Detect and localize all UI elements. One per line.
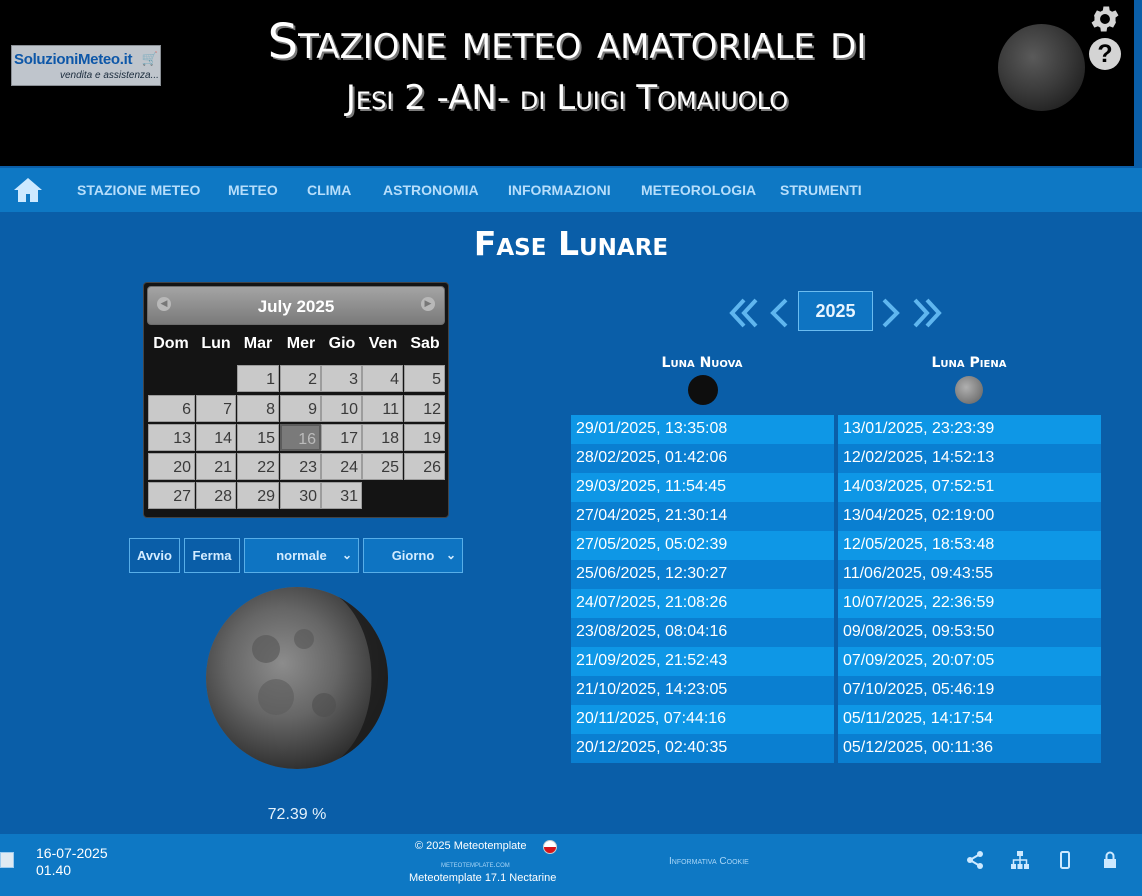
footer-site-link[interactable]: meteotemplate.com [441,860,510,869]
calendar-day[interactable]: 14 [196,424,236,451]
next-month-icon[interactable]: ▶ [421,297,435,311]
calendar-day[interactable]: 2 [280,365,321,392]
full-moon-date: 14/03/2025, 07:52:51 [838,473,1101,502]
day-name: Dom [153,335,189,352]
full-moon-icon [955,376,983,404]
full-moon-date: 12/05/2025, 18:53:48 [838,531,1101,560]
page-title: Fase Lunare [473,224,669,263]
new-moon-list [571,415,834,763]
day-name: Ven [368,335,398,352]
step-select-value: Giorno [391,548,435,563]
main-nav [0,168,1142,212]
stop-button[interactable]: Ferma [184,538,240,573]
chevron-right-icon[interactable] [880,296,902,330]
footer-datetime [36,845,108,879]
full-moon-date: 13/01/2025, 23:23:39 [838,415,1101,444]
nav-strumenti[interactable]: STRUMENTI [780,182,862,198]
new-moon-date: 27/04/2025, 21:30:14 [571,502,834,531]
site-header [0,0,1134,166]
calendar-day[interactable]: 20 [148,453,195,480]
footer-time: 01.40 [36,862,72,878]
full-moon-list [838,415,1101,763]
calendar-day[interactable]: 9 [280,395,321,422]
chevron-down-icon: ⌄ [341,548,352,562]
speed-select-value: normale [276,548,327,563]
calendar-day[interactable]: 18 [362,424,403,451]
calendar-day[interactable]: 24 [321,453,362,480]
site-title-line1: Stazione meteo amatoriale di [267,14,867,70]
new-moon-date: 27/05/2025, 05:02:39 [571,531,834,560]
calendar-day[interactable]: 10 [321,395,362,422]
calendar-day[interactable]: 26 [404,453,445,480]
calendar-day[interactable]: 31 [321,482,362,509]
full-moon-date: 05/12/2025, 00:11:36 [838,734,1101,763]
full-moon-date: 05/11/2025, 14:17:54 [838,705,1101,734]
moon-illumination-percent: 72.39 % [267,806,327,823]
calendar-header [147,286,445,325]
new-moon-date: 23/08/2025, 08:04:16 [571,618,834,647]
calendar-day[interactable]: 30 [280,482,321,509]
speed-select[interactable] [244,538,359,573]
nav-astronomia[interactable]: ASTRONOMIA [383,182,479,198]
calendar-day[interactable]: 6 [148,395,195,422]
year-input[interactable]: 2025 [798,291,873,331]
new-moon-heading: Luna Nuova [661,355,743,371]
calendar-day[interactable]: 28 [196,482,236,509]
share-icon[interactable] [965,850,985,870]
station-image [0,852,14,868]
calendar-day[interactable]: 21 [196,453,236,480]
moon-phase-image [206,587,388,769]
full-moon-date: 10/07/2025, 22:36:59 [838,589,1101,618]
sitemap-icon[interactable] [1010,850,1030,870]
calendar-day[interactable]: 7 [196,395,236,422]
chevron-down-icon: ⌄ [445,548,456,562]
logo-brand: SoluzioniMeteo.it [14,51,133,68]
calendar-day[interactable]: 22 [237,453,279,480]
home-icon[interactable] [13,176,43,204]
double-chevron-right-icon[interactable] [912,296,942,330]
new-moon-date: 28/02/2025, 01:42:06 [571,444,834,473]
calendar-day[interactable]: 17 [321,424,362,451]
full-moon-date: 07/09/2025, 20:07:05 [838,647,1101,676]
lock-icon[interactable] [1100,850,1120,870]
calendar-day[interactable]: 15 [237,424,279,451]
full-moon-date: 07/10/2025, 05:46:19 [838,676,1101,705]
new-moon-date: 25/06/2025, 12:30:27 [571,560,834,589]
calendar-day[interactable]: 5 [404,365,445,392]
day-name: Mar [243,335,273,352]
full-moon-date: 09/08/2025, 09:53:50 [838,618,1101,647]
calendar-day[interactable]: 8 [237,395,279,422]
czech-flag-icon [543,840,557,854]
day-name: Lun [201,335,231,352]
calendar-day[interactable]: 19 [404,424,445,451]
calendar-day[interactable]: 3 [321,365,362,392]
chevron-left-icon[interactable] [768,296,790,330]
new-moon-date: 21/09/2025, 21:52:43 [571,647,834,676]
gear-icon[interactable] [1088,2,1122,36]
full-moon-date: 11/06/2025, 09:43:55 [838,560,1101,589]
new-moon-date: 21/10/2025, 14:23:05 [571,676,834,705]
new-moon-date: 29/01/2025, 13:35:08 [571,415,834,444]
cart-icon: 🛒 [141,51,158,66]
calendar-day[interactable]: 4 [362,365,403,392]
day-name: Gio [328,335,356,352]
mobile-icon[interactable] [1055,850,1075,870]
new-moon-date: 29/03/2025, 11:54:45 [571,473,834,502]
cookie-policy-link[interactable]: Informativa Cookie [669,856,749,867]
help-icon[interactable]: ? [1089,38,1121,70]
full-moon-heading: Luna Piena [931,355,1007,371]
new-moon-date: 20/11/2025, 07:44:16 [571,705,834,734]
nav-stazione-meteo[interactable]: STAZIONE METEO [77,182,201,198]
day-name: Sab [410,335,440,352]
calendar-day[interactable]: 1 [237,365,279,392]
footer-date: 16-07-2025 [36,845,108,861]
calendar-month-year: July 2025 [257,297,335,316]
double-chevron-left-icon[interactable] [729,296,759,330]
calendar-day[interactable]: 27 [148,482,195,509]
new-moon-date: 24/07/2025, 21:08:26 [571,589,834,618]
calendar-day[interactable]: 29 [237,482,279,509]
nav-informazioni[interactable]: INFORMAZIONI [508,182,611,198]
calendar-day[interactable]: 11 [362,395,403,422]
start-button[interactable]: Avvio [129,538,180,573]
calendar-day[interactable]: 23 [280,453,321,480]
nav-meteo[interactable]: METEO [228,182,278,198]
footer-version: Meteotemplate 17.1 Nectarine [409,872,557,884]
step-select[interactable] [363,538,463,573]
calendar-day[interactable]: 12 [404,395,445,422]
datepicker-calendar [143,282,449,518]
calendar-day[interactable]: 16 [280,424,321,451]
full-moon-date: 13/04/2025, 02:19:00 [838,502,1101,531]
calendar-day[interactable]: 25 [362,453,403,480]
header-moon-image [998,24,1085,111]
full-moon-date: 12/02/2025, 14:52:13 [838,444,1101,473]
day-name: Mer [286,335,316,352]
site-title-line2: Jesi 2 -AN- di Luigi Tomaiuolo [345,78,789,118]
nav-clima[interactable]: CLIMA [307,182,352,198]
calendar-day[interactable]: 13 [148,424,195,451]
prev-month-icon[interactable]: ◀ [157,297,171,311]
logo-tagline: vendita e assistenza... [60,70,159,81]
footer-copyright: © 2025 Meteotemplate [415,840,527,852]
new-moon-date: 20/12/2025, 02:40:35 [571,734,834,763]
nav-meteorologia[interactable]: METEOROLOGIA [641,182,757,198]
new-moon-icon [688,375,718,405]
